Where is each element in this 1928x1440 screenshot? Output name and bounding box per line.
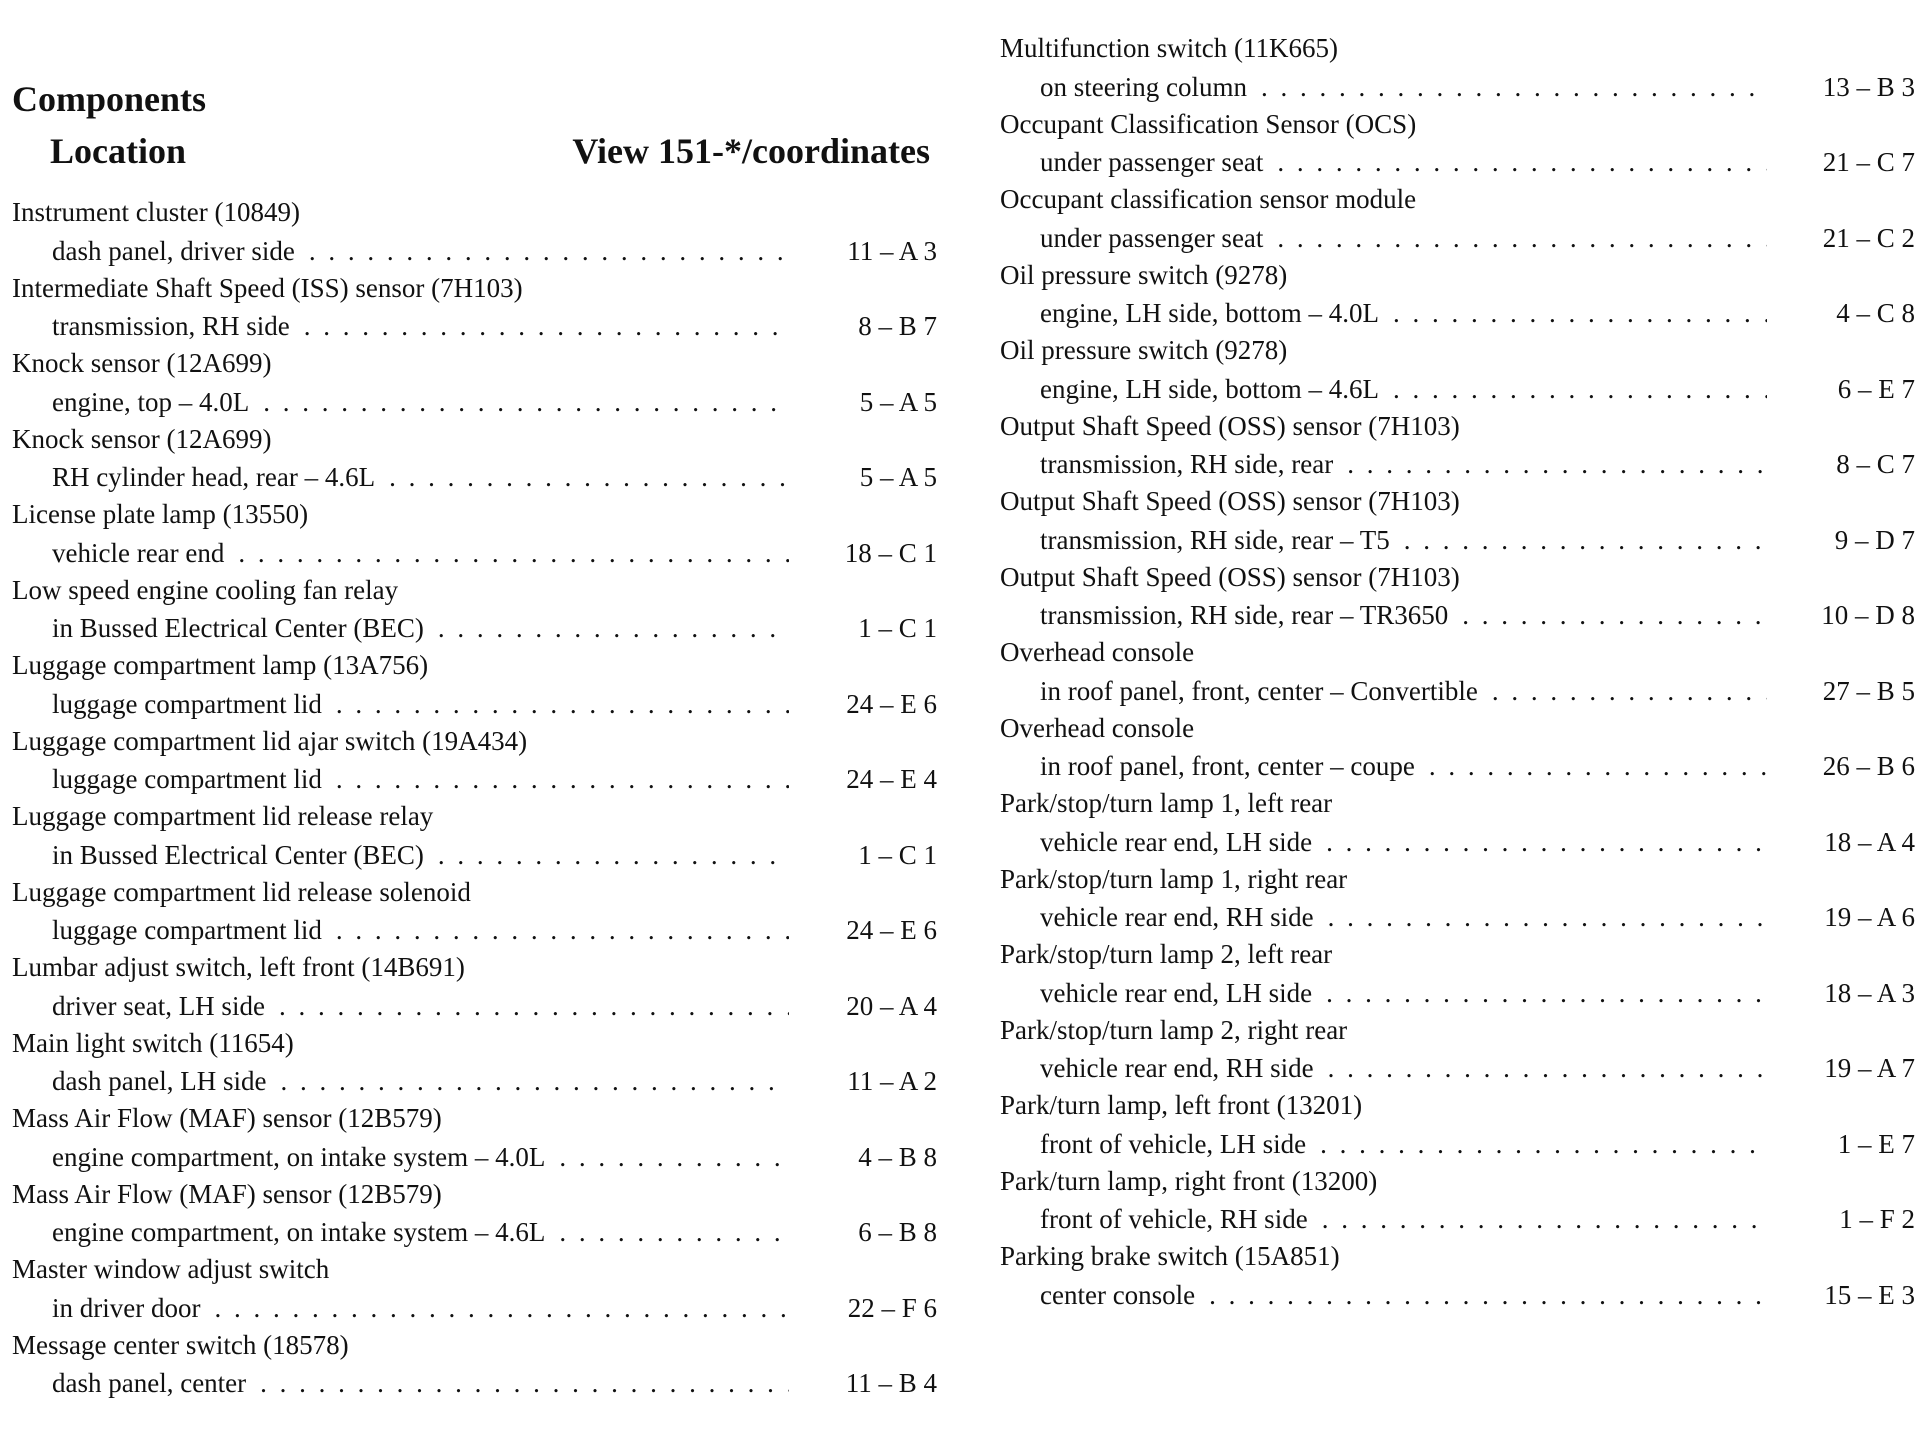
component-entry [1000, 1012, 1915, 1088]
dot-leader [1390, 521, 1767, 559]
dot-leader [1263, 143, 1767, 181]
component-location: transmission, RH side, rear – T5 [1040, 524, 1390, 555]
component-entry [1000, 710, 1915, 786]
component-entry [1000, 483, 1915, 559]
view-coordinates: 6 – E 7 [1837, 373, 1915, 404]
component-location: dash panel, driver side [52, 235, 295, 266]
dot-leader [424, 609, 789, 647]
component-location: engine, LH side, bottom – 4.0L [1040, 298, 1379, 328]
location-line [1000, 1049, 1915, 1087]
component-entry [12, 1025, 937, 1101]
dot-leader [1312, 823, 1767, 861]
view-coordinates: 11 – A 3 [847, 235, 937, 266]
view-coordinates-heading: View 151-*/coordinates [572, 131, 930, 171]
location-line [12, 1364, 937, 1402]
view-coordinates: 4 – C 8 [1836, 298, 1915, 328]
location-line [1000, 823, 1915, 861]
component-entry [1000, 257, 1915, 333]
right-column [1000, 30, 1915, 1314]
component-name: Master window adjust switch [12, 1254, 330, 1284]
view-coordinates: 26 – B 6 [1822, 751, 1915, 781]
location-line [1000, 219, 1915, 257]
dot-leader [545, 1138, 789, 1176]
component-name: Occupant classification sensor module [1000, 184, 1417, 214]
dot-leader [1247, 68, 1767, 106]
dot-leader [1314, 898, 1767, 936]
dot-leader [322, 760, 789, 798]
dot-leader [322, 911, 789, 949]
component-entry [12, 421, 937, 497]
view-coordinates: 24 – E 4 [846, 764, 937, 794]
location-line [1000, 521, 1915, 559]
component-entry [1000, 861, 1915, 937]
location-line [1000, 1276, 1915, 1314]
component-entry [12, 345, 937, 421]
component-name: Knock sensor (12A699) [12, 423, 272, 454]
view-coordinates: 8 – B 7 [858, 311, 937, 341]
dot-leader [1263, 219, 1767, 257]
location-line [1000, 445, 1915, 483]
location-line [12, 534, 937, 572]
component-entry [12, 798, 937, 874]
component-location: engine compartment, on intake system – 4.0L [52, 1141, 546, 1172]
view-coordinates: 18 – A 3 [1824, 977, 1915, 1008]
view-coordinates: 20 – A 4 [846, 990, 937, 1021]
dot-leader [265, 987, 789, 1025]
component-entry [12, 723, 937, 799]
dot-leader [290, 307, 789, 345]
view-coordinates: 1 – F 2 [1839, 1204, 1915, 1234]
component-name: Park/turn lamp, left front (13201) [1000, 1090, 1363, 1120]
location-line [1000, 1125, 1915, 1163]
component-entry [1000, 1087, 1915, 1163]
component-name: Multifunction switch (11K665) [1000, 33, 1338, 63]
view-coordinates: 24 – E 6 [846, 688, 937, 719]
location-line [12, 1138, 937, 1176]
component-name: Park/stop/turn lamp 2, left rear [1000, 939, 1333, 969]
location-line [12, 760, 937, 798]
dot-leader [1478, 672, 1767, 710]
component-entry [1000, 408, 1915, 484]
location-line [12, 232, 937, 270]
component-entry [12, 1100, 937, 1176]
component-location: front of vehicle, RH side [1040, 1204, 1308, 1234]
view-coordinates: 18 – C 1 [844, 537, 937, 568]
component-entry [12, 1251, 937, 1327]
view-coordinates: 21 – C 7 [1822, 147, 1915, 177]
dot-leader [266, 1062, 789, 1100]
location-line [12, 987, 937, 1025]
dot-leader [545, 1213, 789, 1251]
component-name: Oil pressure switch (9278) [1000, 335, 1288, 365]
component-location: engine, LH side, bottom – 4.6L [1040, 373, 1379, 404]
location-line [1000, 1200, 1915, 1238]
component-location: transmission, RH side [52, 311, 290, 341]
location-line [12, 911, 937, 949]
component-location: in roof panel, front, center – Convertible [1040, 675, 1478, 706]
view-coordinates: 24 – E 6 [846, 915, 937, 945]
component-name: Knock sensor (12A699) [12, 348, 272, 378]
view-coordinates: 19 – A 6 [1824, 902, 1915, 932]
component-name: Park/stop/turn lamp 1, right rear [1000, 863, 1348, 894]
component-entry [12, 496, 937, 572]
page-title: Components [12, 79, 207, 119]
component-location: luggage compartment lid [52, 915, 322, 945]
component-entry [1000, 634, 1915, 710]
location-line [12, 1062, 937, 1100]
view-coordinates: 15 – E 3 [1824, 1279, 1915, 1310]
component-name: Main light switch (11654) [12, 1027, 294, 1058]
component-name: Luggage compartment lid release solenoid [12, 876, 471, 907]
dot-leader [1415, 747, 1767, 785]
dot-leader [1306, 1125, 1767, 1163]
location-line [12, 685, 937, 723]
dot-leader [1312, 974, 1767, 1012]
view-coordinates: 8 – C 7 [1836, 449, 1915, 479]
component-name: Park/stop/turn lamp 2, right rear [1000, 1014, 1348, 1045]
component-entry [1000, 332, 1915, 408]
component-entry [1000, 785, 1915, 861]
component-entry [1000, 1238, 1915, 1314]
component-location: engine, top – 4.0L [52, 386, 250, 417]
view-coordinates: 21 – C 2 [1822, 222, 1915, 253]
dot-leader [1448, 596, 1767, 634]
location-line [1000, 294, 1915, 332]
component-name: Output Shaft Speed (OSS) sensor (7H103) [1000, 486, 1460, 516]
left-column [12, 194, 937, 1402]
location-line [12, 836, 937, 874]
view-coordinates: 11 – A 2 [847, 1066, 937, 1096]
dot-leader [1314, 1049, 1767, 1087]
dot-leader [1379, 370, 1767, 408]
component-location: on steering column [1040, 71, 1247, 102]
view-coordinates: 11 – B 4 [845, 1368, 937, 1398]
component-entry [12, 1176, 937, 1252]
component-name: Luggage compartment lid ajar switch (19A434) [12, 725, 528, 756]
component-entry [12, 647, 937, 723]
component-name: Overhead console [1000, 637, 1195, 667]
dot-leader [249, 383, 789, 421]
component-name: License plate lamp (13550) [12, 499, 309, 529]
location-line [1000, 68, 1915, 106]
location-line [12, 1213, 937, 1251]
location-line [12, 1289, 937, 1327]
view-coordinates: 10 – D 8 [1821, 600, 1915, 630]
view-coordinates: 9 – D 7 [1834, 524, 1915, 555]
view-coordinates: 18 – A 4 [1824, 826, 1915, 857]
view-coordinates: 5 – A 5 [859, 462, 937, 492]
component-name: Instrument cluster (10849) [12, 197, 300, 227]
location-line [12, 458, 937, 496]
location-line [1000, 974, 1915, 1012]
component-entry [1000, 559, 1915, 635]
component-location: in driver door [52, 1292, 201, 1323]
component-name: Intermediate Shaft Speed (ISS) sensor (7H103) [12, 272, 523, 303]
component-entry [1000, 181, 1915, 257]
location-line [12, 307, 937, 345]
view-coordinates: 13 – B 3 [1822, 71, 1915, 102]
component-name: Output Shaft Speed (OSS) sensor (7H103) [1000, 561, 1460, 592]
view-coordinates: 19 – A 7 [1824, 1053, 1915, 1083]
component-location: center console [1040, 1279, 1196, 1310]
component-location: dash panel, LH side [52, 1066, 267, 1096]
view-coordinates: 1 – E 7 [1837, 1128, 1915, 1159]
component-entry [1000, 30, 1915, 106]
component-location: luggage compartment lid [52, 764, 322, 794]
view-coordinates: 5 – A 5 [859, 386, 937, 417]
component-location: RH cylinder head, rear – 4.6L [52, 462, 376, 492]
component-name: Mass Air Flow (MAF) sensor (12B579) [12, 1103, 442, 1133]
component-entry [12, 572, 937, 648]
dot-leader [224, 534, 789, 572]
component-location: in roof panel, front, center – coupe [1040, 751, 1415, 781]
location-line [1000, 370, 1915, 408]
dot-leader [246, 1364, 789, 1402]
view-coordinates: 22 – F 6 [847, 1292, 937, 1323]
component-location: transmission, RH side, rear – TR3650 [1040, 600, 1449, 630]
component-entry [1000, 936, 1915, 1012]
component-location: under passenger seat [1040, 147, 1264, 177]
component-entry [1000, 106, 1915, 182]
component-name: Luggage compartment lamp (13A756) [12, 650, 429, 680]
component-name: Park/turn lamp, right front (13200) [1000, 1165, 1378, 1196]
component-name: Message center switch (18578) [12, 1329, 349, 1360]
component-location: in Bussed Electrical Center (BEC) [52, 613, 424, 643]
dot-leader [1308, 1200, 1767, 1238]
component-name: Mass Air Flow (MAF) sensor (12B579) [12, 1178, 442, 1209]
component-entry [12, 270, 937, 346]
location-line [12, 609, 937, 647]
component-location: dash panel, center [52, 1368, 247, 1398]
component-name: Oil pressure switch (9278) [1000, 259, 1288, 290]
component-name: Low speed engine cooling fan relay [12, 574, 399, 605]
component-location: vehicle rear end [52, 537, 225, 568]
component-location: vehicle rear end, LH side [1040, 826, 1313, 857]
location-line [1000, 143, 1915, 181]
location-line [1000, 596, 1915, 634]
component-location: engine compartment, on intake system – 4.6L [52, 1217, 546, 1247]
dot-leader [375, 458, 789, 496]
component-name: Output Shaft Speed (OSS) sensor (7H103) [1000, 410, 1460, 441]
dot-leader [295, 232, 789, 270]
location-line [1000, 898, 1915, 936]
component-entry [12, 874, 937, 950]
component-name: Occupant Classification Sensor (OCS) [1000, 108, 1417, 139]
component-entry [1000, 1163, 1915, 1239]
component-location: in Bussed Electrical Center (BEC) [52, 839, 424, 870]
location-line [1000, 747, 1915, 785]
dot-leader [322, 685, 789, 723]
component-location: driver seat, LH side [52, 990, 265, 1021]
view-coordinates: 1 – C 1 [858, 613, 937, 643]
component-entry [12, 949, 937, 1025]
component-name: Park/stop/turn lamp 1, left rear [1000, 788, 1333, 818]
dot-leader [1195, 1276, 1767, 1314]
component-location: luggage compartment lid [52, 688, 322, 719]
location-line [12, 383, 937, 421]
component-entry [12, 194, 937, 270]
dot-leader [1333, 445, 1767, 483]
component-location: vehicle rear end, RH side [1040, 902, 1314, 932]
view-coordinates: 6 – B 8 [858, 1217, 937, 1247]
dot-leader [200, 1289, 789, 1327]
location-line [1000, 672, 1915, 710]
component-location: vehicle rear end, RH side [1040, 1053, 1314, 1083]
component-name: Luggage compartment lid release relay [12, 801, 434, 831]
component-location: front of vehicle, LH side [1040, 1128, 1307, 1159]
component-name: Parking brake switch (15A851) [1000, 1241, 1340, 1271]
view-coordinates: 1 – C 1 [858, 839, 937, 870]
component-name: Lumbar adjust switch, left front (14B691) [12, 952, 465, 982]
view-coordinates: 27 – B 5 [1822, 675, 1915, 706]
component-location: under passenger seat [1040, 222, 1264, 253]
component-entry [12, 1327, 937, 1403]
component-location: vehicle rear end, LH side [1040, 977, 1313, 1008]
component-location: transmission, RH side, rear [1040, 449, 1334, 479]
view-coordinates: 4 – B 8 [858, 1141, 937, 1172]
dot-leader [424, 836, 789, 874]
location-heading: Location [50, 131, 187, 171]
dot-leader [1379, 294, 1767, 332]
component-name: Overhead console [1000, 712, 1195, 743]
